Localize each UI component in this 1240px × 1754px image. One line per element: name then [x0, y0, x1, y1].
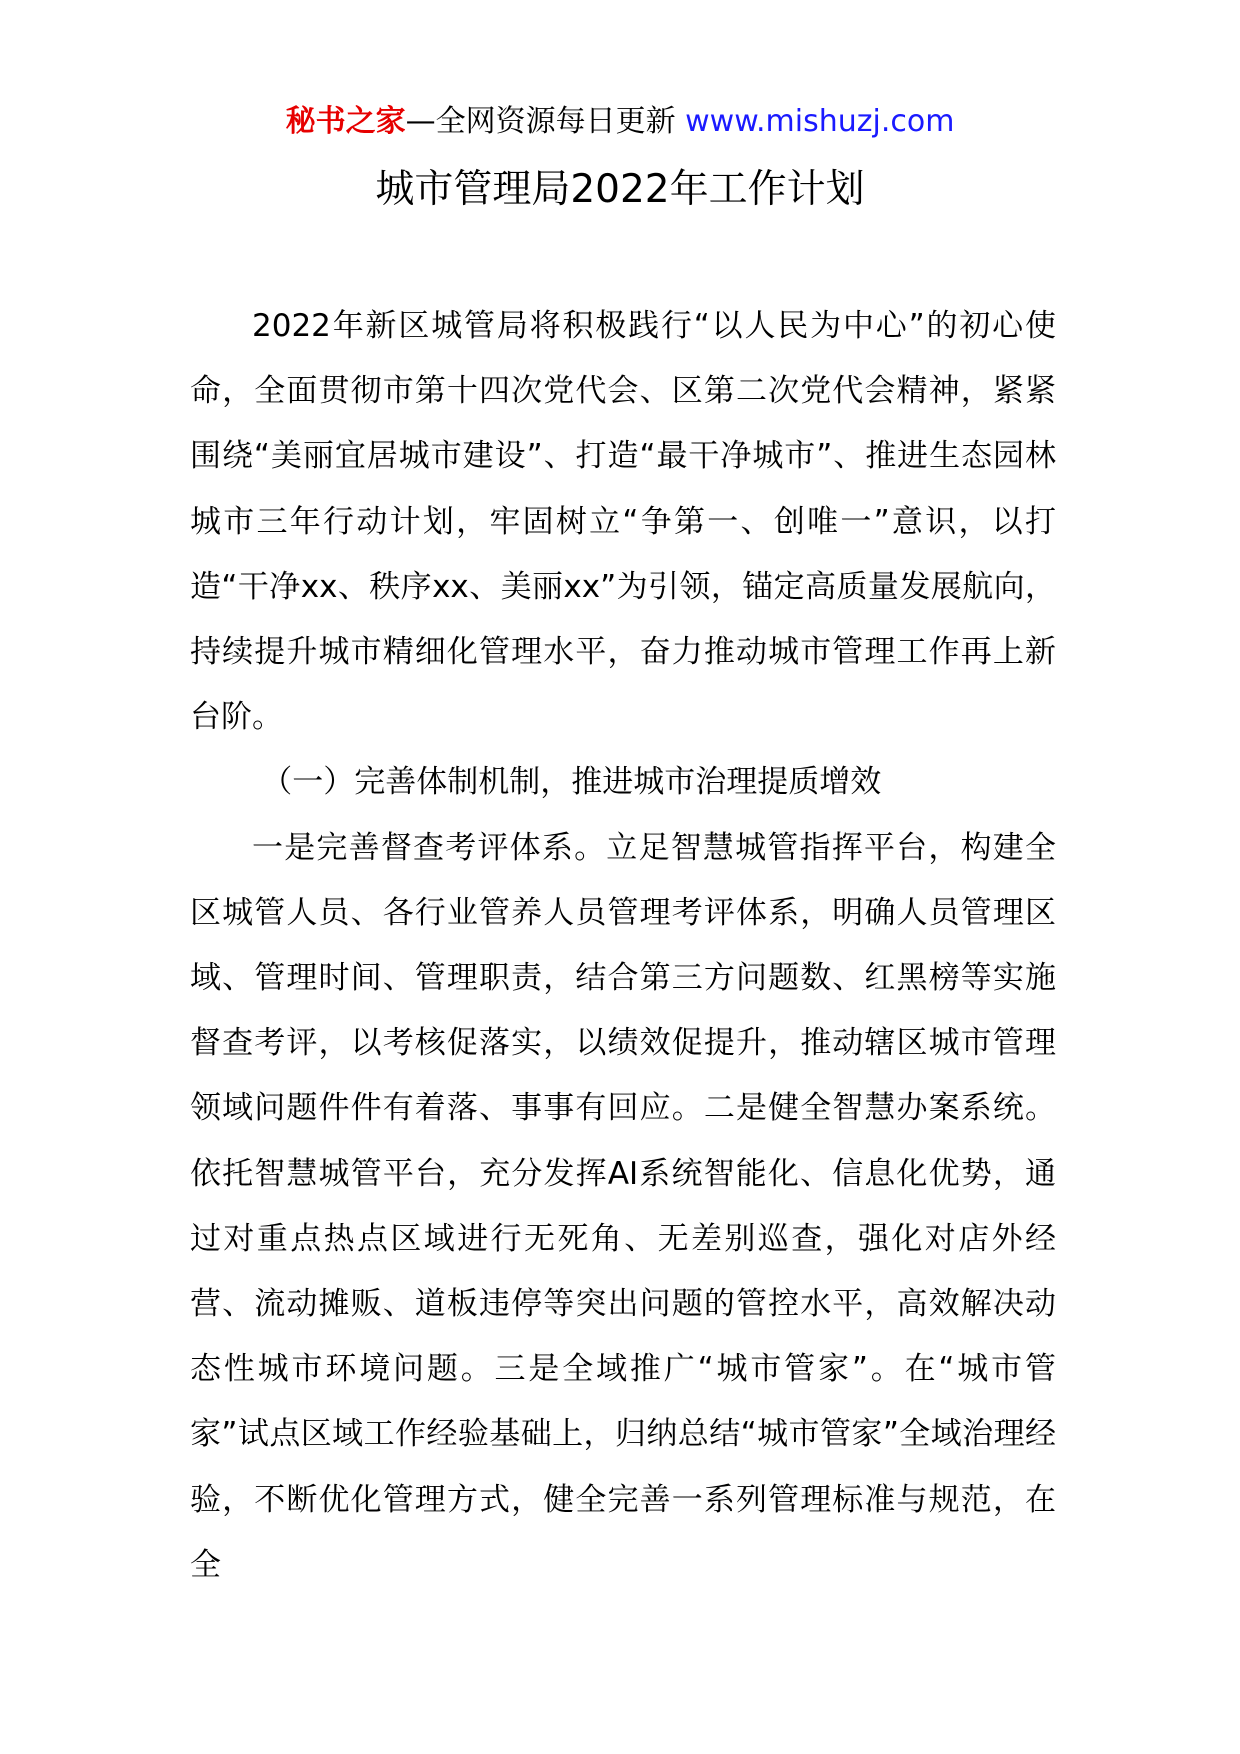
banner-tagline: —全网资源每日更新: [405, 104, 676, 139]
document-body: [190, 294, 1056, 1598]
site-url-link[interactable]: www.mishuzj.com: [685, 104, 955, 139]
document-title: 城市管理局2022年工作计划: [375, 167, 865, 212]
intro-paragraph: 2022年新区城管局将积极践行“以人民为中心”的初心使命，全面贯彻市第十四次党代会、区第二次党代会精神，紧紧围绕“美丽宜居城市建设”、打造“最干净城市”、推进生态园林城市三年行动计划，牢固树立“争第一、创唯一”意识，以打造“干净xx、秩序xx、美丽xx”为引领，锚定高质量发展航向，持续提升城市精细化管理水平，奋力推动城市管理工作再上新台阶。: [190, 308, 1056, 736]
site-banner: [0, 102, 1240, 142]
section-heading: （一）完善体制机制，推进城市治理提质增效: [261, 764, 882, 801]
brand-name: 秘书之家: [285, 104, 406, 139]
section-paragraph: 一是完善督查考评体系。立足智慧城管指挥平台，构建全区城管人员、各行业管养人员管理考评体系，明确人员管理区域、管理时间、管理职责，结合第三方问题数、红黑榜等实施督查考评，以考核促落实，以绩效促提升，推动辖区城市管理领域问题件件有着落、事事有回应。二是健全智慧办案系统。依托智慧城管平台，充分发挥AI系统智能化、信息化优势，通过对重点热点区域进行无死角、无差别巡查，强化对店外经营、流动摊贩、道板违停等突出问题的管控水平，高效解决动态性城市环境问题。三是全域推广“城市管家”。在“城市管家”试点区域工作经验基础上，归纳总结“城市管家”全域治理经验，不断优化管理方式，健全完善一系列管理标准与规范，在全: [190, 829, 1056, 1583]
